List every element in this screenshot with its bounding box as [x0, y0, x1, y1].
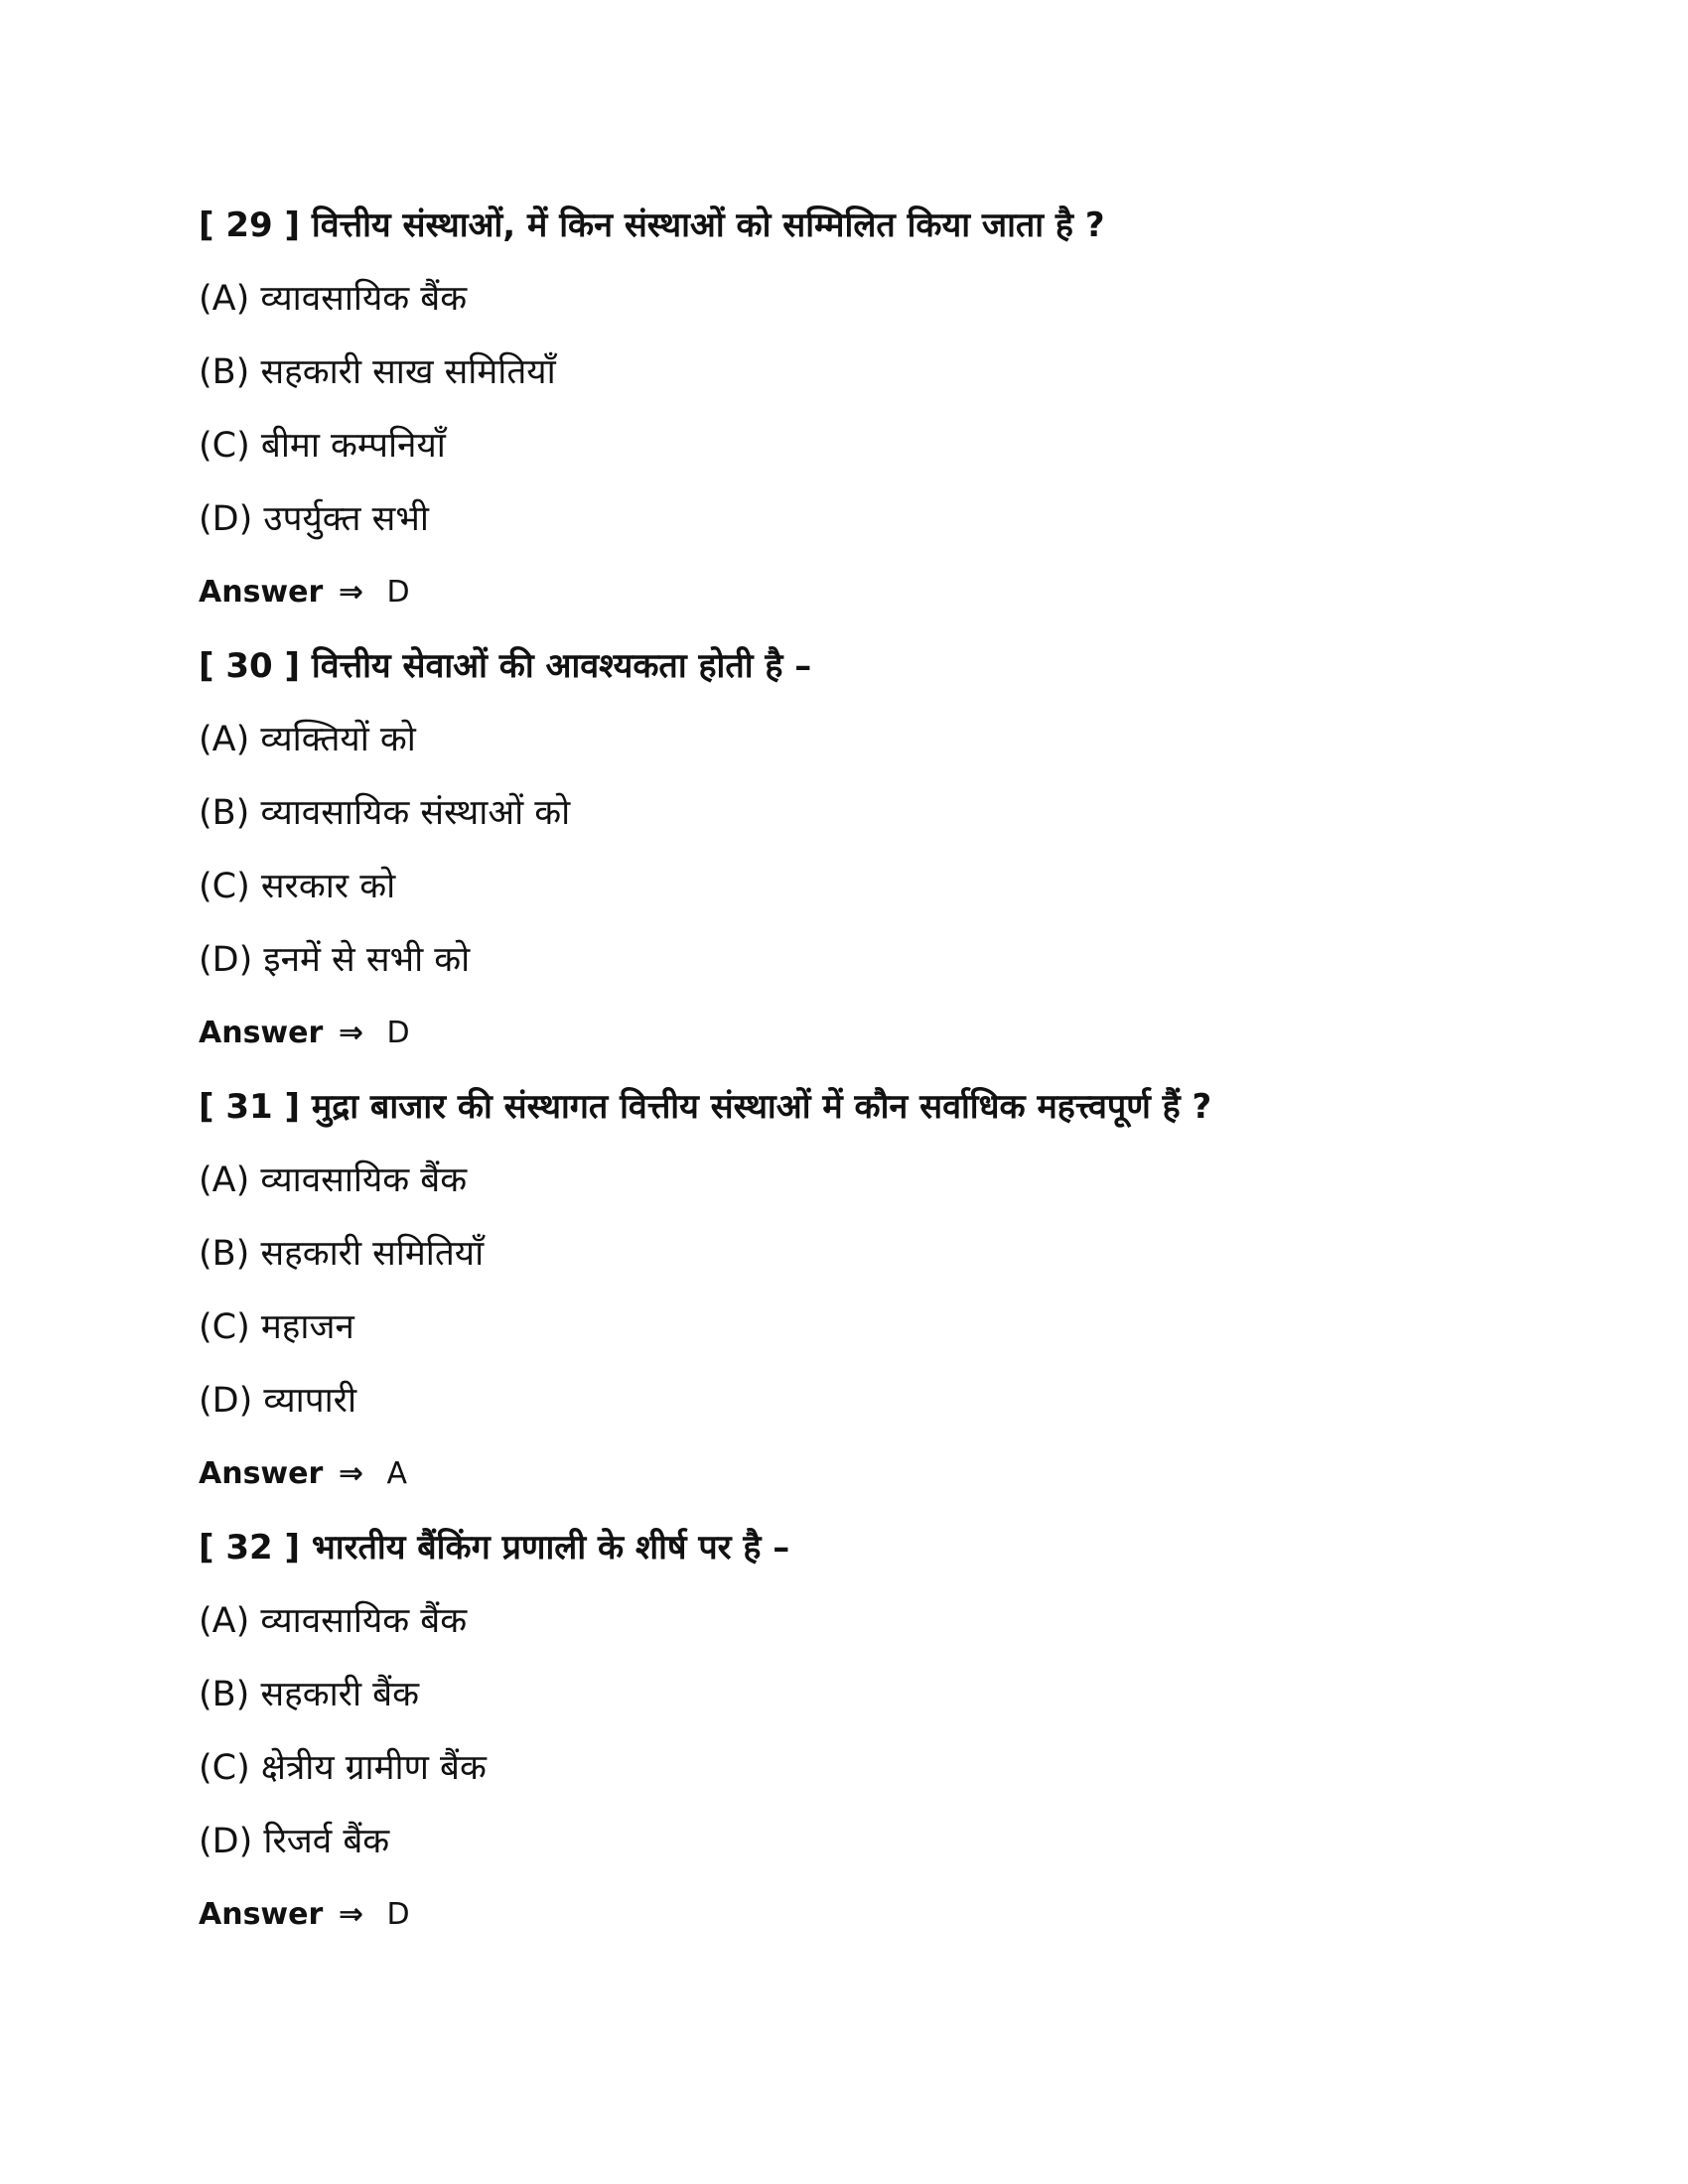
option-c: (C) क्षेत्रीय ग्रामीण बैंक: [199, 1748, 487, 1788]
answer-label: Answer: [199, 1456, 324, 1491]
option-b: (B) व्यावसायिक संस्थाओं को: [199, 793, 571, 833]
answer-arrow-icon: ⇒: [338, 575, 363, 610]
option-d: (D) रिजर्व बैंक: [199, 1822, 390, 1861]
answer-value: A: [386, 1456, 408, 1491]
answer-arrow-icon: ⇒: [338, 1016, 363, 1050]
answer-value: D: [386, 1897, 410, 1932]
answer-value: D: [386, 1016, 410, 1050]
option-d: (D) इनमें से सभी को: [199, 940, 471, 980]
question-text: [ 30 ] वित्तीय सेवाओं की आवश्यकता होती है –: [199, 646, 812, 686]
question-list: [199, 189, 1589, 1952]
question-text: [ 31 ] मुद्रा बाजार की संस्थागत वित्तीय संस्थाओं में कौन सर्वाधिक महत्त्वपूर्ण हैं ?: [199, 1087, 1212, 1127]
question-text: [ 29 ] वित्तीय संस्थाओं, में किन संस्थाओं को सम्मिलित किया जाता है ?: [199, 205, 1105, 245]
answer-arrow-icon: ⇒: [338, 1897, 363, 1932]
question-32: [199, 1511, 1589, 1952]
question-29: [199, 189, 1589, 629]
answer-arrow-icon: ⇒: [338, 1456, 363, 1491]
option-c: (C) महाजन: [199, 1307, 354, 1347]
answer-line: [199, 556, 1589, 629]
option-c: (C) सरकार को: [199, 867, 396, 906]
option-c: (C) बीमा कम्पनियाँ: [199, 426, 446, 466]
answer-label: Answer: [199, 1897, 324, 1932]
option-b: (B) सहकारी साख समितियाँ: [199, 352, 556, 392]
answer-line: [199, 1878, 1589, 1952]
answer-value: D: [386, 575, 410, 610]
option-a: (A) व्यावसायिक बैंक: [199, 1160, 468, 1200]
answer-label: Answer: [199, 1016, 324, 1050]
answer-line: [199, 997, 1589, 1070]
answer-line: [199, 1437, 1589, 1511]
answer-label: Answer: [199, 575, 324, 610]
question-30: [199, 629, 1589, 1070]
question-31: [199, 1070, 1589, 1511]
option-a: (A) व्यक्तियों को: [199, 720, 416, 759]
option-a: (A) व्यावसायिक बैंक: [199, 279, 468, 319]
option-b: (B) सहकारी समितियाँ: [199, 1234, 485, 1274]
option-d: (D) उपर्युक्त सभी: [199, 499, 429, 539]
question-text: [ 32 ] भारतीय बैंकिंग प्रणाली के शीर्ष पर है –: [199, 1528, 790, 1568]
option-d: (D) व्यापारी: [199, 1381, 357, 1421]
option-a: (A) व्यावसायिक बैंक: [199, 1601, 468, 1641]
option-b: (B) सहकारी बैंक: [199, 1675, 420, 1714]
